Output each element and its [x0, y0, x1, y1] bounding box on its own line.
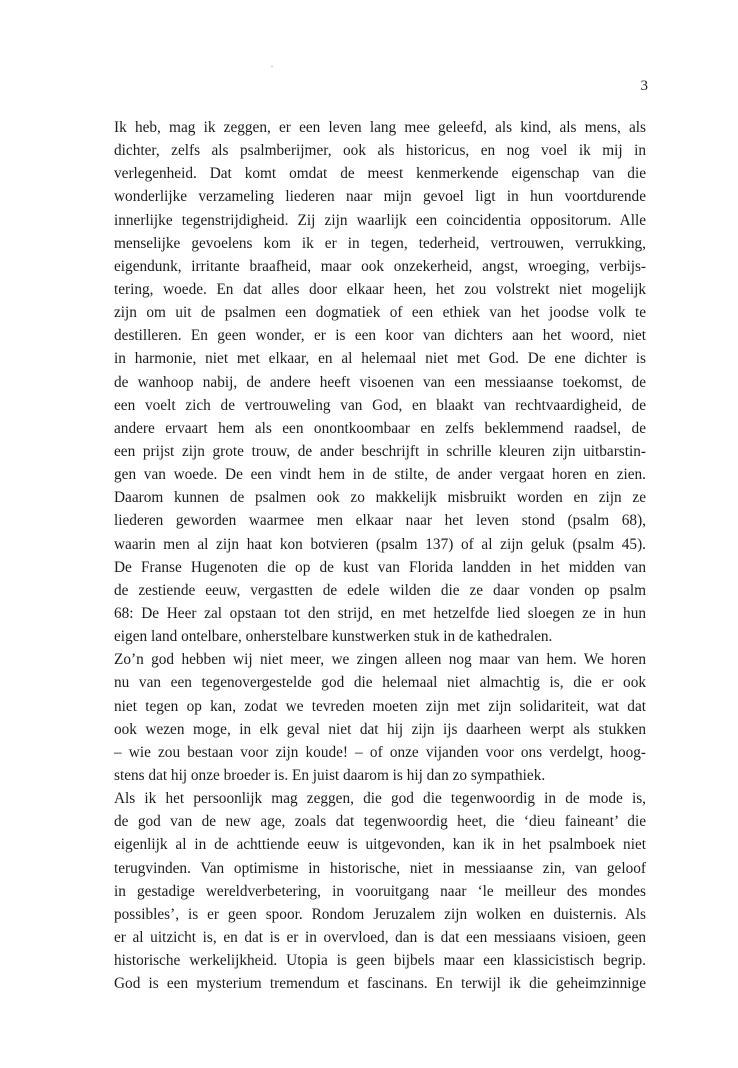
text-line: tering, woede. En dat alles door elkaar heen, het zou volstrekt niet mogelijk [114, 280, 646, 298]
text-line: menselijke gevoelens kom ik er in tegen, tederheid, vertrouwen, verrukking, [114, 234, 646, 252]
text-line: Zo’n god hebben wij niet meer, we zingen alleen nog maar van hem. We horen [114, 651, 646, 669]
text-line: Ik heb, mag ik zeggen, er een leven lang mee geleefd, als kind, als mens, als [114, 119, 646, 136]
text-line: terugvinden. Van optimisme in historische, niet in messiaanse zin, van geloof [114, 859, 646, 877]
text-line: er al uitzicht is, en dat is er in overvloed, dan is dat een messiaans visioen, geen [114, 928, 646, 946]
text-line: 68: De Heer zal opstaan tot den strijd, en met hetzelfde lied sloegen ze in hun [114, 604, 646, 622]
page-number: 3 [640, 78, 648, 94]
text-line: possibles’, is er geen spoor. Rondom Jeruzalem zijn wolken en duisternis. Als [114, 905, 646, 923]
text-line: eigendunk, irritante braafheid, maar ook onzekerheid, angst, wroeging, verbijs- [114, 257, 646, 275]
text-line: de zestiende eeuw, vergastten de edele wilden die ze daar vonden op psalm [114, 581, 646, 599]
text-line: in gestadige wereldverbetering, in vooruitgang naar ‘le meilleur des mondes [114, 882, 646, 900]
text-line: gen van woede. De een vindt hem in de stilte, de ander vergaat horen en zien. [114, 466, 646, 484]
text-line: in harmonie, niet met elkaar, en al helemaal niet met God. De ene dichter is [114, 350, 646, 368]
text-line: Daarom kunnen de psalmen ook zo makkelijk misbruikt worden en zijn ze [114, 489, 646, 507]
text-line: destilleren. En geen wonder, er is een koor van dichters aan het woord, niet [114, 327, 646, 345]
body-text [114, 116, 646, 995]
text-line: eigenlijk al in de achttiende eeuw is uitgevonden, kan ik in het psalmboek niet [114, 836, 646, 854]
text-line: ook wezen moge, in elk geval niet dat hij zijn ijs daarheen werpt als stukken [114, 720, 646, 738]
text-line: een voelt zich de vertrouweling van God, en blaakt van rechtvaardigheid, de [114, 396, 646, 414]
text-line: – wie zou bestaan voor zijn koude! – of onze vijanden voor ons verdelgt, hoog- [114, 743, 646, 761]
text-line: dichter, zelfs als psalmberijmer, ook als historicus, en nog voel ik mij in [114, 142, 646, 160]
text-line: historische werkelijkheid. Utopia is geen bijbels maar een klassicistisch begrip. [114, 952, 646, 970]
text-line: stens dat hij onze broeder is. En juist daarom is hij dan zo sympathiek. [114, 766, 546, 784]
text-line: waarin men al zijn haat kon botvieren (psalm 137) of al zijn geluk (psalm 45). [114, 535, 646, 553]
text-line: wonderlijke verzameling liederen naar mijn gevoel ligt in hun voortdurende [114, 188, 646, 206]
text-line: verlegenheid. Dat komt omdat de meest kenmerkende eigenschap van die [114, 165, 646, 183]
text-line: niet tegen op kan, zodat we tevreden moeten zijn met zijn solidariteit, wat dat [114, 697, 646, 715]
text-line: eigen land ontelbare, onherstelbare kunstwerken stuk in de kathedralen. [114, 628, 553, 646]
text-line: de god van de new age, zoals dat tegenwoordig heet, die ‘dieu faineant’ die [114, 813, 646, 831]
text-line: De Franse Hugenoten die op de kust van Florida landden in het midden van [114, 558, 646, 576]
text-line: God is een mysterium tremendum et fascinans. En terwijl ik die geheimzinnige [114, 975, 646, 993]
text-line: nu van een tegenovergestelde god die helemaal niet almachtig is, die er ook [114, 674, 646, 692]
scan-speck [271, 66, 273, 67]
text-line: de wanhoop nabij, de andere heeft visoenen van een messiaanse toekomst, de [114, 373, 646, 391]
text-line: Als ik het persoonlijk mag zeggen, die god die tegenwoordig in de mode is, [114, 790, 646, 808]
text-line: een prijst zijn grote trouw, de ander beschrijft in schrille kleuren zijn uitbarstin- [114, 442, 646, 460]
text-line: andere ervaart hem als een onontkoombaar en zelfs beklemmend raadsel, de [114, 419, 646, 437]
text-line: liederen geworden waarmee men elkaar naar het leven stond (psalm 68), [114, 512, 646, 530]
text-line: innerlijke tegenstrijdigheid. Zij zijn waarlijk een coincidentia oppositorum. Alle [114, 211, 646, 229]
text-line: zijn om uit de psalmen een dogmatiek of een ethiek van het joodse volk te [114, 304, 646, 322]
